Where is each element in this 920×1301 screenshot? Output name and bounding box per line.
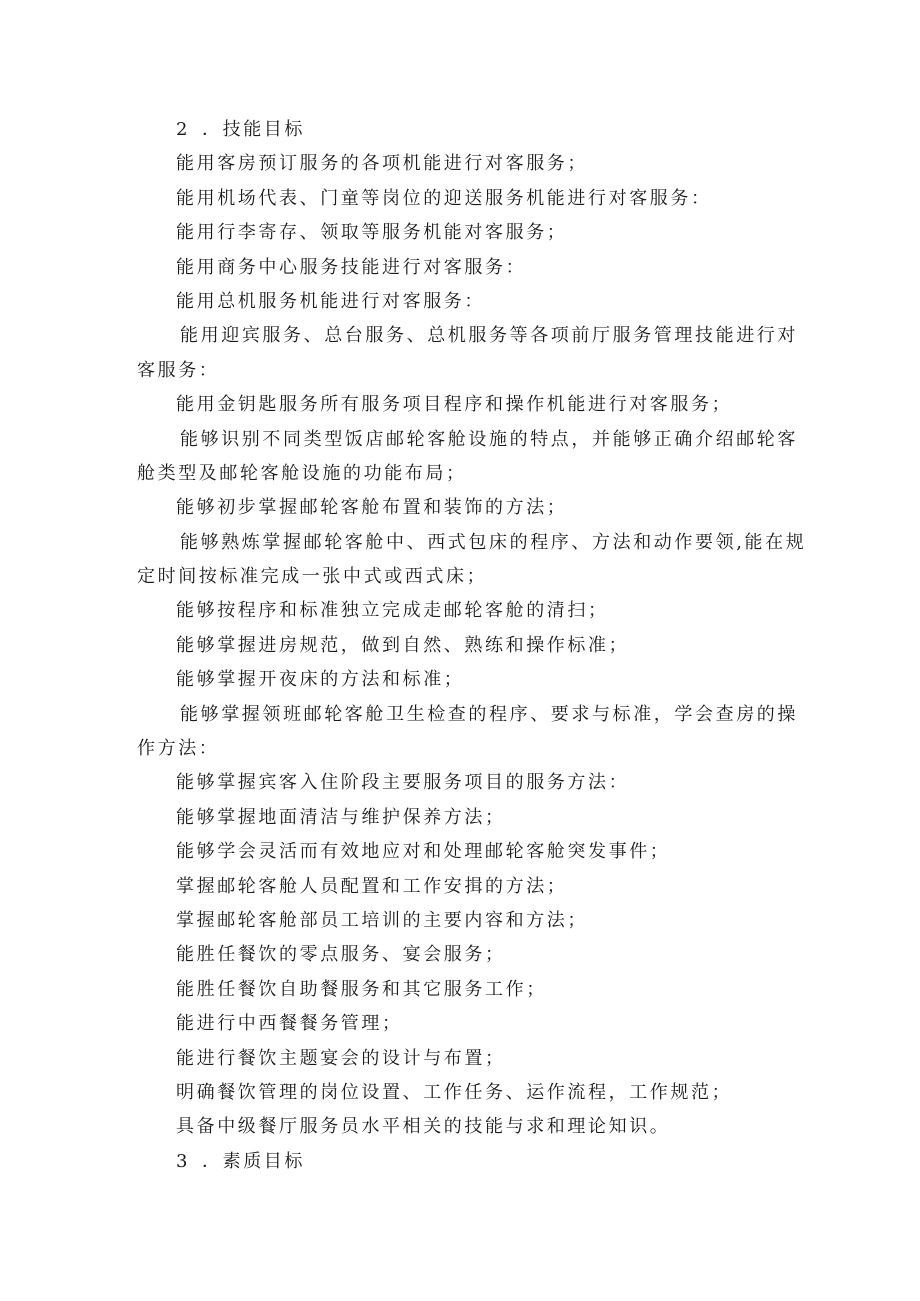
text-line: 能胜任餐饮的零点服务、宴会服务；	[176, 944, 506, 966]
text-line: 能够按程序和标准独立完成走邮轮客舱的清扫；	[176, 600, 609, 622]
text-line: 能用机场代表、门童等岗位的迎送服务机能进行对客服务：	[176, 187, 712, 209]
text-line: 能用行李寄存、领取等服务机能对客服务；	[176, 222, 568, 244]
text-line: 能进行餐饮主题宴会的设计与布置；	[176, 1047, 506, 1069]
text-line: 能用迎宾服务、总台服务、总机服务等各项前厅服务管理技能进行对	[180, 325, 798, 347]
text-line: 能用商务中心服务技能进行对客服务：	[176, 256, 527, 278]
text-line-continuation: 舱类型及邮轮客舱设施的功能布局；	[137, 462, 467, 484]
heading-text: ．素质目标	[202, 1150, 305, 1172]
text-line: 能用金钥匙服务所有服务项目程序和操作机能进行对客服务；	[176, 394, 733, 416]
text-line: 能够初步掌握邮轮客舱布置和装饰的方法；	[176, 497, 568, 519]
text-line-continuation: 定时间按标准完成一张中式或西式床；	[137, 566, 488, 588]
text-line: 能够熟炼掌握邮轮客舱中、西式包床的程序、方法和动作要领,能在规	[180, 531, 807, 553]
text-line: 掌握邮轮客舱人员配置和工作安揖的方法；	[176, 875, 568, 897]
text-line: 能够掌握地面清洁与维护保养方法；	[176, 806, 506, 828]
text-line: 能进行中西餐餐务管理；	[176, 1013, 403, 1035]
heading-number: 3	[176, 1150, 191, 1172]
text-line: 能够学会灵活而有效地应对和处理邮轮客舱突发事件；	[176, 841, 671, 863]
text-line: 能够掌握宾客入住阶段主要服务项目的服务方法：	[176, 772, 630, 794]
text-line: 能够掌握开夜床的方法和标准；	[176, 669, 465, 691]
text-line: 能用总机服务机能进行对客服务：	[176, 290, 485, 312]
section-heading-quality	[0, 1145, 920, 1179]
heading-number: 2	[176, 119, 191, 140]
section-heading-skills	[0, 113, 920, 147]
text-line: 掌握邮轮客舱部员工培训的主要内容和方法；	[176, 909, 588, 931]
heading-text: ．技能目标	[202, 119, 305, 140]
text-line: 能够识别不同类型饭店邮轮客舱设施的特点，并能够正确介绍邮轮客	[180, 428, 798, 450]
text-line: 能够掌握进房规范，做到自然、熟练和操作标准；	[176, 634, 630, 656]
text-line: 明确餐饮管理的岗位设置、工作任务、运作流程，工作规范；	[176, 1081, 733, 1103]
text-body	[0, 113, 920, 1179]
text-line: 能胜任餐饮自助餐服务和其它服务工作；	[176, 978, 547, 1000]
text-line: 能够掌握领班邮轮客舱卫生检查的程序、要求与标准，学会查房的操	[180, 703, 798, 725]
text-line-continuation: 作方法：	[137, 738, 220, 760]
text-line: 具备中级餐厅服务员水平相关的技能与求和理论知识。	[176, 1116, 671, 1138]
text-line-continuation: 客服务：	[137, 359, 220, 381]
text-line: 能用客房预订服务的各项机能进行对客服务；	[176, 153, 588, 175]
